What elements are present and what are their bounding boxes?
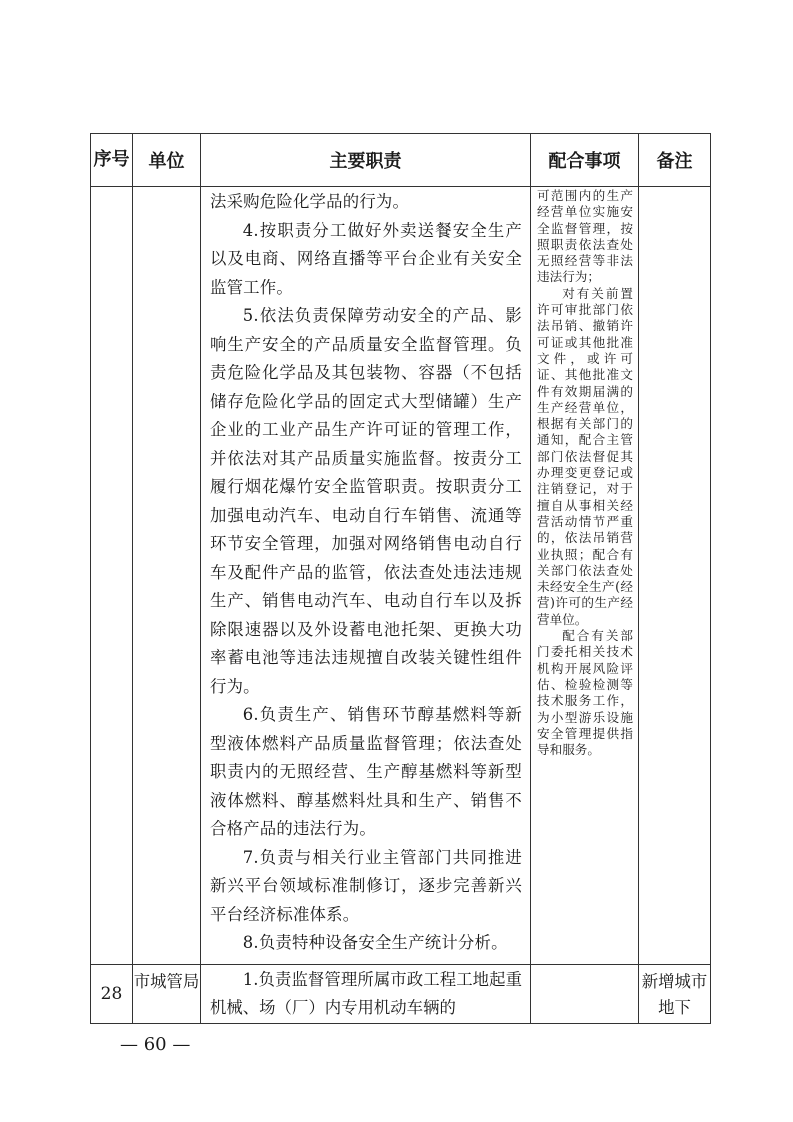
page-number: — 60 — — [120, 1034, 191, 1055]
unit-cell: 市城管局 — [133, 964, 201, 1023]
coop-paragraph: 配合有关部门委托相关技术机构开展风险评估、检验检测等技术服务工作，为小型游乐设施安全管理提供指导和服务。 — [537, 628, 633, 758]
unit-cell — [133, 187, 201, 965]
duty-paragraph: 法采购危险化学品的行为。 — [210, 192, 410, 211]
seq-cell: 28 — [91, 964, 133, 1023]
header-seq: 序号 — [91, 134, 133, 187]
duty-table — [90, 133, 711, 1024]
header-duties: 主要职责 — [201, 134, 531, 187]
duty-paragraph: 5.依法负责保障劳动安全的产品、影响生产安全的产品质量安全监督管理。负责危险化学品及其包装物、容器（不包括储存危险化学品的固定式大型储罐）生产企业的工业产品生产许可证的管理工作，并依法对其产品质量实施监督。按责分工履行烟花爆竹安全监管职责。按职责分工加强电动汽车、电动自行车销售、流通等环节安全管理，加强对网络销售电动自行车及配件产品的监管，依法查处违法违规生产、销售电动汽车、电动自行车以及拆除限速器以及外设蓄电池托架、更换大功率蓄电池等违法违规擅自改装关键性组件行为。 — [210, 306, 522, 696]
header-row — [91, 134, 711, 187]
notes-cell: 新增城市地下 — [639, 964, 711, 1023]
coop-paragraph: 对有关前置许可审批部门依法吊销、撤销许可证或其他批准文件，或许可证、其他批准文件有效期届满的生产经营单位，根据有关部门的通知，配合主管部门依法督促其办理变更登记或注销登记，对于擅自从事相关经营活动情节严重的，依法吊销营业执照；配合有关部门依法查处未经安全生产(经营)许可的生产经营单位。 — [537, 285, 633, 627]
table-row — [91, 964, 711, 1023]
duty-paragraph: 7.负责与相关行业主管部门共同推进新兴平台领域标准制修订，逐步完善新兴平台经济标准体系。 — [210, 847, 522, 924]
duties-cell — [201, 187, 531, 965]
coop-cell — [531, 964, 639, 1023]
header-unit: 单位 — [133, 134, 201, 187]
coop-paragraph: 可范围内的生产经营单位实施安全监督管理，按照职责依法查处无照经营等非法违法行为； — [537, 188, 633, 285]
duty-paragraph: 1.负责监督管理所属市政工程工地起重机械、场（厂）内专用机动车辆的 — [210, 969, 522, 1017]
duty-paragraph: 6.负责生产、销售环节醇基燃料等新型液体燃料产品质量监督管理；依法查处职责内的无照经营、生产醇基燃料等新型液体燃料、醇基燃料灶具和生产、销售不合格产品的违法行为。 — [210, 705, 522, 838]
duty-paragraph: 4.按职责分工做好外卖送餐安全生产以及电商、网络直播等平台企业有关安全监管工作。 — [210, 220, 522, 297]
seq-cell — [91, 187, 133, 965]
coop-cell — [531, 187, 639, 965]
table-row — [91, 187, 711, 965]
notes-cell — [639, 187, 711, 965]
duties-cell — [201, 964, 531, 1023]
duty-paragraph: 8.负责特种设备安全生产统计分析。 — [242, 933, 508, 952]
header-coop: 配合事项 — [531, 134, 639, 187]
header-notes: 备注 — [639, 134, 711, 187]
